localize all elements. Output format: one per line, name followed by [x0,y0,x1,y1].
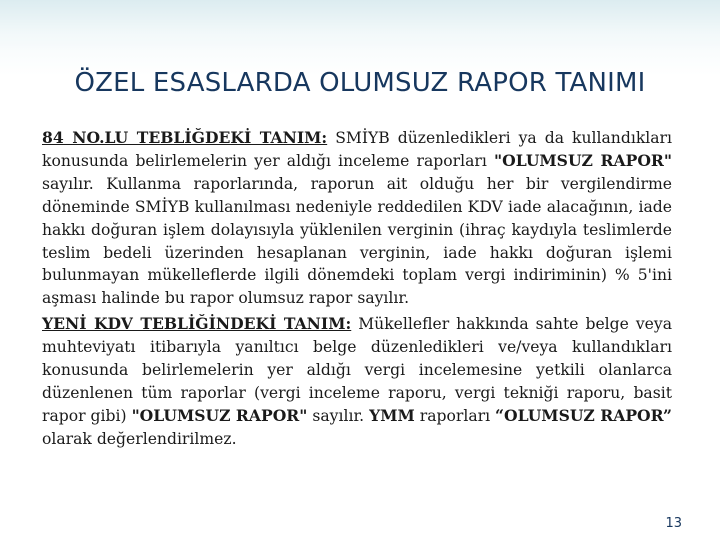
emphasis-text: YMM [369,405,415,425]
paragraph-text: raporları [414,406,496,425]
paragraph-text: olarak değerlendirilmez. [42,429,237,448]
paragraph-text: sayılır. [307,406,370,425]
paragraph-heading: YENİ KDV TEBLİĞİNDEKİ TANIM: [42,314,352,334]
page-number: 13 [665,516,682,531]
paragraph-yeni-kdv-tebligi [42,313,672,450]
slide-title: ÖZEL ESASLARDA OLUMSUZ RAPOR TANIMI [74,68,646,98]
slide-content [42,127,672,451]
paragraph-84-tebligi [42,127,672,310]
emphasis-text: "OLUMSUZ RAPOR" [494,150,672,170]
emphasis-text: “OLUMSUZ RAPOR” [495,405,673,425]
paragraph-heading: 84 NO.LU TEBLİĞDEKİ TANIM: [42,128,328,147]
emphasis-text: "OLUMSUZ RAPOR" [131,405,308,425]
paragraph-text: SMİYB düzenledikleri ya da kullandıkları konusunda belirlemelerin yer aldığı inceleme raporları [42,129,672,170]
paragraph-text: sayılır. Kullanma raporlarında, raporun ait olduğu her bir vergilendirme döneminde SMİYB kullanılması nedeniyle reddedilen KDV iade alacağının, iade hakkı doğuran işlem dolayısıyla yüklenilen verginin (ihraç kaydıyla teslimlerde teslim bedeli üzerinden hesaplanan verginin, iade hakkı doğuran işlemi bulunmayan mükelleflerde ilgili dönemdeki toplam vergi indiriminin) % 5'ini aşması halinde bu rapor olumsuz rapor sayılır. [42,174,672,308]
header-band [0,0,720,50]
paragraph-text: Mükellefler hakkında sahte belge veya muhteviyatı itibarıyla yanıltıcı belge düzenledikleri ve/veya kullandıkları konusunda belirlemelerin yer aldığı vergi incelemesine yetkili olanlarca düzenlenen tüm raporlar (vergi inceleme raporu, vergi tekniği raporu, basit rapor gibi) [42,315,672,425]
